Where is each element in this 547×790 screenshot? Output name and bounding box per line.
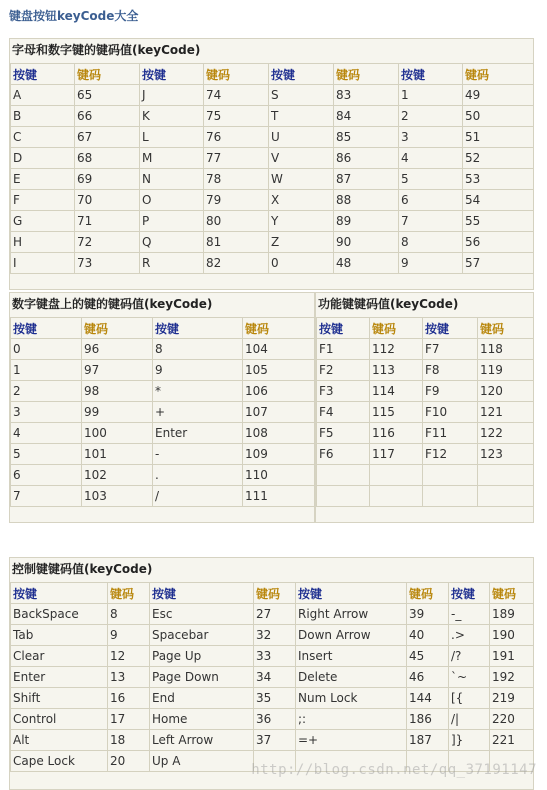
key-name-cell: Delete [296, 667, 407, 688]
key-code-cell: 12 [108, 646, 150, 667]
table-row [11, 211, 534, 232]
function-keys-title: 功能键键码值(keyCode) [318, 297, 459, 311]
key-code-cell: 57 [463, 253, 534, 274]
key-name-cell: Cape Lock [11, 751, 108, 772]
key-code-cell: 76 [204, 127, 269, 148]
key-code-cell [370, 486, 423, 507]
key-name-cell: Page Up [150, 646, 254, 667]
key-name-cell: F5 [317, 423, 370, 444]
key-code-cell: 105 [243, 360, 315, 381]
key-code-cell: 220 [490, 709, 534, 730]
key-code-cell: 116 [370, 423, 423, 444]
key-name-cell: F [11, 190, 75, 211]
table-row [11, 339, 315, 360]
key-code-cell: 50 [463, 106, 534, 127]
header-key: 按键 [150, 583, 254, 604]
table-row [11, 646, 534, 667]
key-code-cell: 67 [75, 127, 140, 148]
key-name-cell: 7 [11, 486, 82, 507]
table-row [11, 688, 534, 709]
key-name-cell: 5 [399, 169, 463, 190]
key-code-cell: 36 [254, 709, 296, 730]
key-name-cell: Home [150, 709, 254, 730]
key-name-cell: F4 [317, 402, 370, 423]
key-name-cell: Alt [11, 730, 108, 751]
key-name-cell: 4 [11, 423, 82, 444]
table-row [11, 402, 315, 423]
key-code-cell: 72 [75, 232, 140, 253]
key-name-cell: - [153, 444, 243, 465]
key-name-cell: 6 [399, 190, 463, 211]
letters-panel [9, 38, 534, 290]
key-code-cell: 46 [407, 667, 449, 688]
key-name-cell: R [140, 253, 204, 274]
key-name-cell: X [269, 190, 334, 211]
key-code-cell: 83 [334, 85, 399, 106]
key-name-cell: P [140, 211, 204, 232]
table-row [317, 402, 534, 423]
key-name-cell: W [269, 169, 334, 190]
key-name-cell: J [140, 85, 204, 106]
table-row [11, 604, 534, 625]
table-row [11, 709, 534, 730]
letters-table [10, 63, 534, 274]
key-code-cell: 49 [463, 85, 534, 106]
key-code-cell: 18 [108, 730, 150, 751]
key-name-cell: F3 [317, 381, 370, 402]
header-code: 键码 [463, 64, 534, 85]
key-name-cell: U [269, 127, 334, 148]
key-name-cell: Shift [11, 688, 108, 709]
key-code-cell: 191 [490, 646, 534, 667]
key-code-cell: 69 [75, 169, 140, 190]
table-row [317, 381, 534, 402]
key-code-cell: 13 [108, 667, 150, 688]
function-keys-table [316, 317, 534, 507]
key-code-cell: 17 [108, 709, 150, 730]
key-code-cell: 96 [82, 339, 153, 360]
key-code-cell: 113 [370, 360, 423, 381]
table-row [11, 444, 315, 465]
key-code-cell: 71 [75, 211, 140, 232]
key-code-cell: 9 [108, 625, 150, 646]
table-header-row [11, 318, 315, 339]
key-code-cell: 87 [334, 169, 399, 190]
header-key: 按键 [11, 318, 82, 339]
key-code-cell: 119 [478, 360, 534, 381]
key-code-cell: 16 [108, 688, 150, 709]
key-code-cell: 56 [463, 232, 534, 253]
key-name-cell: 2 [11, 381, 82, 402]
table-row [11, 486, 315, 507]
key-code-cell: 221 [490, 730, 534, 751]
key-name-cell: N [140, 169, 204, 190]
key-code-cell: 66 [75, 106, 140, 127]
key-name-cell: A [11, 85, 75, 106]
key-code-cell: 74 [204, 85, 269, 106]
table-row [317, 360, 534, 381]
key-code-cell: 82 [204, 253, 269, 274]
key-code-cell: 73 [75, 253, 140, 274]
key-code-cell: 40 [407, 625, 449, 646]
header-code: 键码 [108, 583, 150, 604]
key-name-cell: Enter [153, 423, 243, 444]
key-code-cell: 78 [204, 169, 269, 190]
table-row [11, 730, 534, 751]
key-code-cell: 192 [490, 667, 534, 688]
key-name-cell: . [153, 465, 243, 486]
key-code-cell: 53 [463, 169, 534, 190]
header-code: 键码 [204, 64, 269, 85]
header-code: 键码 [334, 64, 399, 85]
key-code-cell: 33 [254, 646, 296, 667]
function-keys-panel [315, 292, 534, 523]
table-row [11, 106, 534, 127]
key-name-cell: M [140, 148, 204, 169]
key-code-cell: 89 [334, 211, 399, 232]
key-name-cell: F7 [423, 339, 478, 360]
key-code-cell [478, 486, 534, 507]
key-name-cell: S [269, 85, 334, 106]
header-code: 键码 [370, 318, 423, 339]
key-name-cell: Num Lock [296, 688, 407, 709]
key-code-cell: 104 [243, 339, 315, 360]
key-name-cell [317, 465, 370, 486]
table-row [11, 148, 534, 169]
key-code-cell: 112 [370, 339, 423, 360]
key-code-cell: 109 [243, 444, 315, 465]
key-code-cell: 8 [108, 604, 150, 625]
header-key: 按键 [399, 64, 463, 85]
control-keys-table [10, 582, 534, 772]
key-code-cell: 34 [254, 667, 296, 688]
key-code-cell: 45 [407, 646, 449, 667]
key-code-cell: 77 [204, 148, 269, 169]
key-name-cell: C [11, 127, 75, 148]
key-name-cell: Esc [150, 604, 254, 625]
key-code-cell: 52 [463, 148, 534, 169]
key-name-cell: 3 [399, 127, 463, 148]
header-key: 按键 [269, 64, 334, 85]
key-name-cell: B [11, 106, 75, 127]
key-code-cell: 54 [463, 190, 534, 211]
key-name-cell: /| [449, 709, 490, 730]
key-name-cell: Tab [11, 625, 108, 646]
header-code: 键码 [490, 583, 534, 604]
key-name-cell: 9 [153, 360, 243, 381]
key-code-cell: 106 [243, 381, 315, 402]
header-key: 按键 [449, 583, 490, 604]
header-key: 按键 [11, 583, 108, 604]
key-code-cell: 118 [478, 339, 534, 360]
key-code-cell: 99 [82, 402, 153, 423]
key-code-cell: 103 [82, 486, 153, 507]
key-name-cell: V [269, 148, 334, 169]
key-name-cell: .> [449, 625, 490, 646]
key-name-cell: F1 [317, 339, 370, 360]
key-name-cell: 5 [11, 444, 82, 465]
header-key: 按键 [153, 318, 243, 339]
key-code-cell: 90 [334, 232, 399, 253]
key-code-cell: 123 [478, 444, 534, 465]
table-row [11, 381, 315, 402]
key-name-cell: =+ [296, 730, 407, 751]
header-code: 键码 [75, 64, 140, 85]
key-code-cell: 97 [82, 360, 153, 381]
key-code-cell: 39 [407, 604, 449, 625]
header-key: 按键 [296, 583, 407, 604]
table-row [11, 127, 534, 148]
key-name-cell: Q [140, 232, 204, 253]
key-code-cell: 55 [463, 211, 534, 232]
table-header-row [317, 318, 534, 339]
key-name-cell: G [11, 211, 75, 232]
key-name-cell: Y [269, 211, 334, 232]
key-code-cell: 117 [370, 444, 423, 465]
key-code-cell: 27 [254, 604, 296, 625]
key-name-cell: Page Down [150, 667, 254, 688]
key-name-cell: 0 [269, 253, 334, 274]
key-name-cell: Spacebar [150, 625, 254, 646]
key-name-cell: 8 [399, 232, 463, 253]
table-row [11, 85, 534, 106]
key-name-cell: [{ [449, 688, 490, 709]
table-row [11, 667, 534, 688]
header-key: 按键 [423, 318, 478, 339]
control-keys-panel [9, 557, 534, 790]
key-name-cell: ;: [296, 709, 407, 730]
key-name-cell: / [153, 486, 243, 507]
table-row [11, 625, 534, 646]
key-code-cell: 219 [490, 688, 534, 709]
key-code-cell: 120 [478, 381, 534, 402]
table-row [11, 253, 534, 274]
key-code-cell: 190 [490, 625, 534, 646]
key-name-cell: /? [449, 646, 490, 667]
key-name-cell: H [11, 232, 75, 253]
key-name-cell: + [153, 402, 243, 423]
page-title: 键盘按钮keyCode大全 [9, 9, 139, 23]
key-code-cell: 84 [334, 106, 399, 127]
table-row [317, 486, 534, 507]
key-name-cell: 7 [399, 211, 463, 232]
key-code-cell: 121 [478, 402, 534, 423]
key-name-cell: `~ [449, 667, 490, 688]
key-name-cell: Z [269, 232, 334, 253]
key-name-cell: Insert [296, 646, 407, 667]
header-key: 按键 [317, 318, 370, 339]
key-code-cell: 81 [204, 232, 269, 253]
key-name-cell: Up A [150, 751, 254, 772]
key-name-cell: 3 [11, 402, 82, 423]
key-code-cell: 80 [204, 211, 269, 232]
key-name-cell: 2 [399, 106, 463, 127]
key-name-cell: F10 [423, 402, 478, 423]
key-code-cell: 189 [490, 604, 534, 625]
key-code-cell: 111 [243, 486, 315, 507]
key-name-cell: 1 [399, 85, 463, 106]
key-name-cell: Down Arrow [296, 625, 407, 646]
key-name-cell: Clear [11, 646, 108, 667]
key-code-cell: 122 [478, 423, 534, 444]
key-code-cell: 48 [334, 253, 399, 274]
key-name-cell [423, 465, 478, 486]
key-code-cell: 108 [243, 423, 315, 444]
watermark: http://blog.csdn.net/qq_37191147 [251, 762, 537, 778]
key-name-cell: F6 [317, 444, 370, 465]
key-code-cell: 20 [108, 751, 150, 772]
key-name-cell: F12 [423, 444, 478, 465]
letters-title: 字母和数字键的键码值(keyCode) [12, 43, 201, 57]
key-code-cell: 187 [407, 730, 449, 751]
numpad-table [10, 317, 315, 507]
key-code-cell: 98 [82, 381, 153, 402]
numpad-panel [9, 292, 315, 523]
key-code-cell: 32 [254, 625, 296, 646]
key-name-cell: -_ [449, 604, 490, 625]
key-code-cell: 144 [407, 688, 449, 709]
key-name-cell: O [140, 190, 204, 211]
key-code-cell [370, 465, 423, 486]
key-name-cell: D [11, 148, 75, 169]
key-name-cell: Right Arrow [296, 604, 407, 625]
key-name-cell: 1 [11, 360, 82, 381]
key-name-cell: 0 [11, 339, 82, 360]
key-code-cell [478, 465, 534, 486]
key-name-cell: 9 [399, 253, 463, 274]
key-name-cell: 4 [399, 148, 463, 169]
key-name-cell: E [11, 169, 75, 190]
key-code-cell: 85 [334, 127, 399, 148]
key-code-cell: 114 [370, 381, 423, 402]
key-name-cell: I [11, 253, 75, 274]
key-code-cell: 35 [254, 688, 296, 709]
table-row [11, 190, 534, 211]
key-code-cell: 100 [82, 423, 153, 444]
key-name-cell: Control [11, 709, 108, 730]
key-name-cell: 6 [11, 465, 82, 486]
table-header-row [11, 583, 534, 604]
table-row [317, 339, 534, 360]
key-name-cell: Left Arrow [150, 730, 254, 751]
key-code-cell: 75 [204, 106, 269, 127]
key-name-cell: F11 [423, 423, 478, 444]
header-code: 键码 [478, 318, 534, 339]
table-row [11, 232, 534, 253]
table-row [11, 465, 315, 486]
key-name-cell: Enter [11, 667, 108, 688]
table-row [11, 169, 534, 190]
header-code: 键码 [82, 318, 153, 339]
table-row [11, 360, 315, 381]
key-code-cell: 101 [82, 444, 153, 465]
key-name-cell: End [150, 688, 254, 709]
header-key: 按键 [11, 64, 75, 85]
numpad-title: 数字键盘上的键的键码值(keyCode) [12, 297, 213, 311]
table-row [317, 423, 534, 444]
key-code-cell: 65 [75, 85, 140, 106]
key-name-cell: L [140, 127, 204, 148]
key-code-cell: 107 [243, 402, 315, 423]
key-name-cell: T [269, 106, 334, 127]
key-code-cell: 102 [82, 465, 153, 486]
header-code: 键码 [407, 583, 449, 604]
key-code-cell: 186 [407, 709, 449, 730]
key-name-cell: F9 [423, 381, 478, 402]
header-code: 键码 [243, 318, 315, 339]
table-row [11, 423, 315, 444]
key-name-cell: 8 [153, 339, 243, 360]
key-code-cell: 37 [254, 730, 296, 751]
header-key: 按键 [140, 64, 204, 85]
key-name-cell: F8 [423, 360, 478, 381]
key-name-cell [423, 486, 478, 507]
header-code: 键码 [254, 583, 296, 604]
key-code-cell: 115 [370, 402, 423, 423]
table-header-row [11, 64, 534, 85]
key-code-cell: 51 [463, 127, 534, 148]
key-name-cell: ]} [449, 730, 490, 751]
key-name-cell [317, 486, 370, 507]
table-row [317, 444, 534, 465]
key-code-cell: 79 [204, 190, 269, 211]
key-name-cell: BackSpace [11, 604, 108, 625]
key-code-cell: 70 [75, 190, 140, 211]
key-name-cell: * [153, 381, 243, 402]
control-keys-title: 控制键键码值(keyCode) [12, 562, 153, 576]
key-code-cell: 86 [334, 148, 399, 169]
key-code-cell: 88 [334, 190, 399, 211]
key-code-cell: 110 [243, 465, 315, 486]
key-name-cell: K [140, 106, 204, 127]
key-code-cell: 68 [75, 148, 140, 169]
key-name-cell: F2 [317, 360, 370, 381]
table-row [317, 465, 534, 486]
